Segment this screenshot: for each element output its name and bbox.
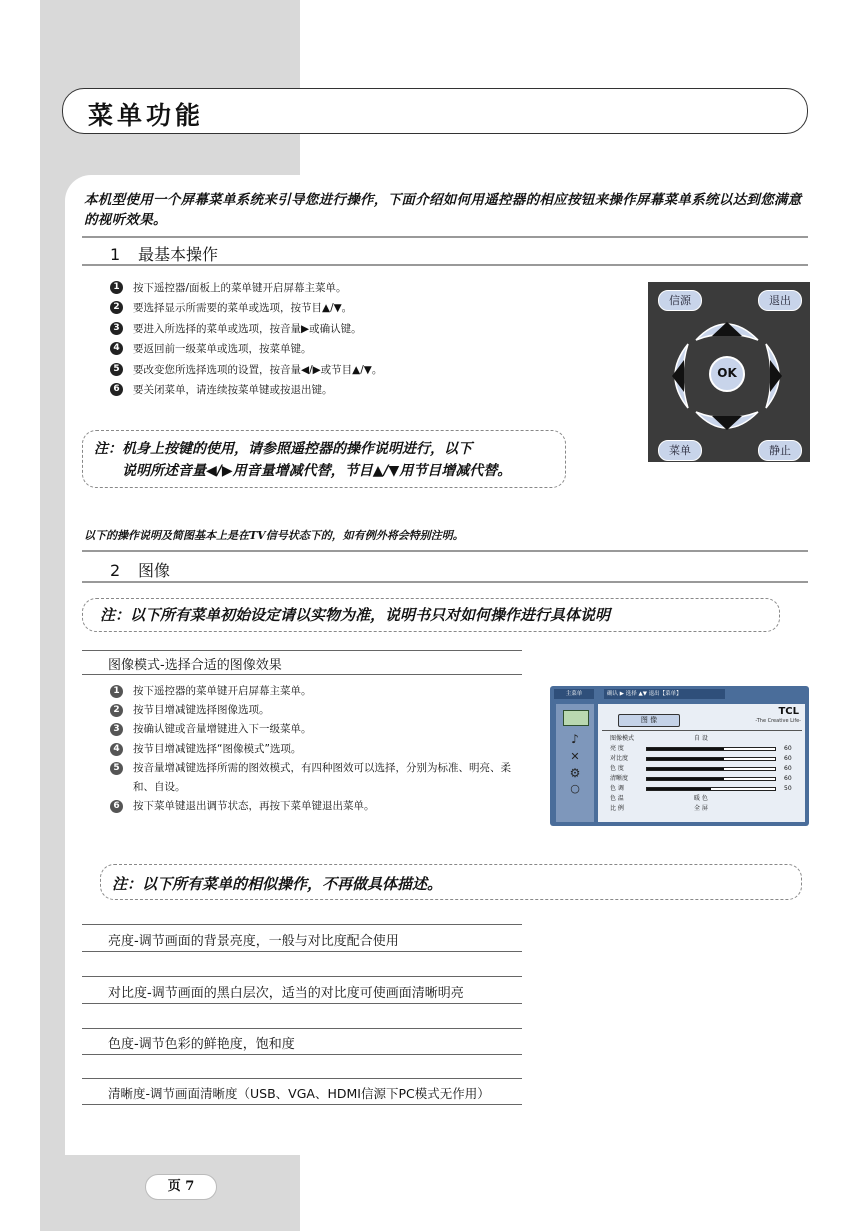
divider [82,550,808,552]
step-text: 要进入所选择的菜单或选项，按音量▶或确认键。 [133,322,362,335]
step-number: 1 [110,685,123,698]
step-item [110,740,530,759]
intro-paragraph: 本机型使用一个屏幕菜单系统来引导您进行操作，下面介绍如何用遥控器的相应按钮来操作屏幕菜单系统以达到您满意的视听效果。 [84,192,802,228]
tv-setting-bar [646,787,776,791]
divider [82,674,522,675]
tv-setting-row [610,794,802,804]
step-item [110,759,530,797]
sharpness-item: 清晰度-调节画面清晰度（USB、VGA、HDMI信源下PC模式无作用） [108,1086,490,1101]
tv-setting-row [610,784,802,794]
remote-control-illustration [648,282,810,462]
tv-setting-value: 自 设 [694,735,708,742]
divider [82,951,522,952]
tv-setting-value: 50 [784,785,792,792]
tv-setting-label: 对比度 [610,755,629,762]
step-text: 按下遥控器/面板上的菜单键开启屏幕主菜单。 [133,282,347,294]
tv-search-icon: ○ [570,782,580,795]
divider [82,924,522,925]
step-number: 2 [110,704,123,717]
step-text: 按下遥控器的菜单键开启屏幕主菜单。 [133,685,312,697]
tv-setting-value: 全 屏 [694,805,708,812]
divider [82,264,808,266]
source-button: 信源 [658,290,702,311]
tv-setting-label: 亮 度 [610,745,624,752]
divider [82,1028,522,1029]
tv-menu-panel [598,704,805,822]
step-number: 3 [110,723,123,736]
step-text: 要关闭菜单，请连续按菜单键或按退出键。 [133,384,333,397]
note-similar-operations: 注：以下所有菜单的相似操作，不再做具体描述。 [112,875,443,893]
tv-main-menu-label: 主菜单 [554,689,594,699]
tv-setting-value: 60 [784,765,792,772]
step-number: 4 [110,743,123,756]
note-menu-initial: 注：以下所有菜单初始设定请以实物为准，说明书只对如何操作进行具体说明 [100,606,611,624]
divider [82,976,522,977]
tv-setting-value: 60 [784,745,792,752]
ok-button-label: OK [717,366,737,380]
tv-tools-icon: ✕ [570,750,580,763]
tv-sound-icon: ♪ [571,732,579,746]
tv-menu-divider [602,730,802,731]
tv-brand-slogan: -The Creative Life- [755,718,801,724]
tv-settings-icon: ⚙ [569,766,581,780]
menu-button: 菜单 [658,440,702,461]
exit-button: 退出 [758,290,802,311]
tv-sidebar [556,704,594,822]
section-1-heading [104,242,218,265]
section-2-number: 2 [110,561,121,580]
step-item [110,797,530,816]
section-1-steps [110,278,630,400]
step-number: 4 [110,342,123,355]
step-text: 按节目增减键选择“图像模式”选项。 [133,742,302,755]
tv-setting-bar [646,757,776,761]
tv-setting-bar-fill [647,788,711,790]
step-item [110,682,530,701]
divider [82,1078,522,1079]
tv-setting-label: 清晰度 [610,775,629,782]
step-text: 按节目增减键选择图像选项。 [133,704,270,717]
section-2-title: 图像 [138,561,171,580]
tv-setting-row [610,774,802,784]
step-number: 6 [110,383,123,396]
color-item: 色度-调节色彩的鲜艳度，饱和度 [108,1037,295,1052]
step-item [110,720,530,739]
step-text: 按下菜单键退出调节状态，再按下菜单键退出菜单。 [133,800,375,813]
tv-brand-logo: TCL [778,706,799,717]
tv-setting-label: 比 例 [610,805,624,812]
tv-setting-bar [646,767,776,771]
tv-setting-bar-fill [647,778,724,780]
tv-setting-value: 60 [784,775,792,782]
step-text: 按确认键或音量增键进入下一级菜单。 [133,723,312,736]
step-item [110,319,630,339]
divider [82,581,808,583]
tv-setting-value: 60 [784,755,792,762]
step-item [110,380,630,400]
divider [82,650,522,651]
section-1-number: 1 [110,245,121,264]
step-number: 3 [110,322,123,335]
tv-setting-bar-fill [647,748,724,750]
step-text: 按音量增减键选择所需的图效模式，有四种图效可以选择，分别为标准、明亮、柔和、自设。 [133,761,511,794]
tv-setting-label: 图像模式 [610,735,635,742]
tv-signal-note: 以下的操作说明及简图基本上是在TV信号状态下的，如有例外将会特别注明。 [84,529,464,542]
note-line-2: 说明所述音量◀/▶用音量增减代替，节目▲/▼用节目增减代替。 [122,463,512,479]
tv-setting-label: 色 调 [610,785,624,792]
tv-hint-bar: 确认 ▶ 选择 ▲▼ 退出【菜单】 [604,689,725,699]
step-item [110,360,630,380]
tv-setting-bar [646,777,776,781]
section-1-title: 最基本操作 [138,245,219,264]
tv-setting-label: 色 温 [610,795,624,802]
step-text: 要选择显示所需要的菜单或选项，按节目▲/▼。 [133,302,353,315]
tv-setting-row [610,754,802,764]
tv-menu-screenshot [550,686,809,826]
tv-setting-row [610,764,802,774]
step-number: 5 [110,762,123,775]
brightness-item: 亮度-调节画面的背景亮度，一般与对比度配合使用 [108,934,399,949]
divider [82,1054,522,1055]
contrast-item: 对比度-调节画面的黑白层次，适当的对比度可使画面清晰明亮 [108,986,464,1001]
step-number: 1 [110,281,123,294]
divider [82,236,808,238]
step-number: 2 [110,301,123,314]
subsection-title: 图像模式-选择合适的图像效果 [108,658,282,673]
tv-settings-list [610,734,802,814]
step-item [110,701,530,720]
step-item [110,278,630,298]
page-number: 页 7 [145,1174,217,1200]
section-2-heading [104,558,170,581]
tv-setting-bar [646,747,776,751]
tv-setting-row [610,734,802,744]
divider [82,1003,522,1004]
step-text: 要改变您所选择选项的设置，按音量◀/▶或节目▲/▼。 [133,363,383,376]
step-item [110,339,630,359]
tv-picture-tab: 图 像 [618,714,680,727]
tv-setting-bar-fill [647,758,724,760]
tv-setting-bar-fill [647,768,724,770]
note-line-1: 注：机身上按键的使用，请参照遥控器的操作说明进行，以下 [94,441,472,457]
tv-setting-label: 色 度 [610,765,624,772]
divider [82,1104,522,1105]
tv-setting-row [610,804,802,814]
step-number: 5 [110,363,123,376]
step-number: 6 [110,800,123,813]
page-title: 菜单功能 [88,101,205,130]
step-item [110,298,630,318]
section-2-steps [110,682,530,816]
tv-setting-value: 暖 色 [694,795,708,802]
step-text: 要返回前一级菜单或选项，按菜单键。 [133,343,312,356]
tv-picture-icon [563,710,589,726]
tv-setting-row [610,744,802,754]
mute-button: 静止 [758,440,802,461]
